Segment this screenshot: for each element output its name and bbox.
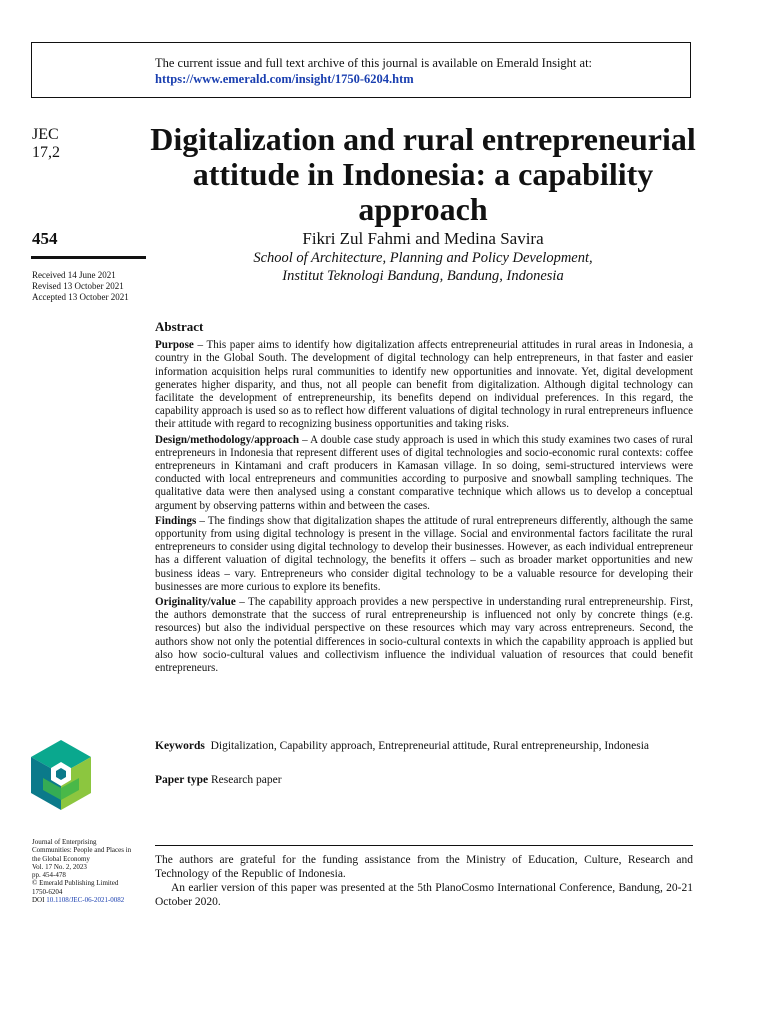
conference-note: An earlier version of this paper was presented at the 5th PlanoCosmo International Conference, Bandung, 20-21 October 2020. — [155, 882, 693, 908]
doi-label: DOI — [32, 896, 45, 905]
journal-abbr: JEC — [32, 126, 59, 143]
affiliation-line: School of Architecture, Planning and Policy Development, — [253, 250, 593, 266]
affiliation-line: Institut Teknologi Bandung, Bandung, Indonesia — [282, 268, 564, 284]
page-number-rule — [31, 256, 146, 259]
journal-code — [32, 126, 60, 162]
accepted-date: Accepted 13 October 2021 — [32, 292, 129, 302]
article-authors: Fikri Zul Fahmi and Medina Savira — [302, 229, 544, 248]
revised-date: Revised 13 October 2021 — [32, 281, 124, 291]
journal-info — [32, 838, 150, 904]
journal-info-line: the Global Economy — [32, 854, 90, 863]
section-label: Originality/value — [155, 596, 236, 609]
paper-type-label: Paper type — [155, 774, 209, 786]
article-dates — [32, 270, 129, 303]
availability-line: The current issue and full text archive of this journal is available on Emerald Insight at: — [155, 56, 593, 70]
abstract — [155, 320, 693, 677]
author-affiliation — [150, 249, 696, 285]
journal-info-line: © Emerald Publishing Limited — [32, 879, 119, 888]
footnote-rule — [155, 845, 693, 846]
emerald-logo-icon — [29, 740, 93, 810]
keywords — [155, 739, 693, 753]
abstract-purpose — [155, 339, 693, 431]
received-date: Received 14 June 2021 — [32, 270, 116, 280]
section-text: – This paper aims to identify how digitalization affects entrepreneurial attitudes in rural areas in Indonesia, a country in the Global South. The development of digital technology can help entrepreneurs, in that faster and easier information acquisition helps rural communities to identify new opportunities and innovate. Yet, digital development generates higher disparity, and thus, not all people can benefit from digitalization. Although digital technology can facilitate the development of entrepreneurship, its benefits depend on individual preferences. In this regard, the capability approach is used so as to reflect how different valuations of digital technology in rural entrepreneurs influence their attitude with regard to recognizing business opportunities and taking risks. — [155, 339, 693, 431]
section-text: – The findings show that digitalization shapes the attitude of rural entrepreneurs differently, although the same opportunity from using digital technology is present in the village. Social and environmental factors facilitate the rural entrepreneurs to consider using digital technology to develop their businesses. However, as each individual entrepreneur has a different valuation of digital technology, the benefits it offers – such as broader market opportunities and new business ideas – vary. Entrepreneurs who consider digital technology to be a valuable resource for developing their businesses are more curious to explore its benefits. — [155, 514, 693, 593]
volume-issue: 17,2 — [32, 144, 60, 161]
journal-info-line: pp. 454-478 — [32, 871, 66, 880]
page-number: 454 — [32, 229, 58, 248]
section-text: – A double case study approach is used in which this study examines two cases of rural entrepreneurs in Indonesia that represent different uses of digital technologies and socio-economic rural contexts: coffee entrepreneurs in Kintamani and craft producers in Kamasan village. In so doing, semi-structured interviews were conducted with local entrepreneurs and communities according to purposive and snowball sampling techniques. The qualitative data were then analysed using a constant comparative technique which allows us to develop a conceptual argument by observing patterns within and between the cases. — [155, 433, 693, 512]
footnote — [155, 853, 693, 909]
abstract-design — [155, 434, 693, 513]
journal-info-line: Communities: People and Places in — [32, 846, 132, 855]
paper-type-text: Research paper — [211, 774, 282, 786]
section-label: Findings — [155, 514, 197, 527]
paper-type — [155, 774, 693, 786]
abstract-originality — [155, 596, 693, 675]
journal-availability-text — [155, 55, 592, 87]
acknowledgement: The authors are grateful for the funding assistance from the Ministry of Education, Culture, Research and Technology of the Republic of Indonesia. — [155, 854, 693, 880]
doi-line — [32, 896, 150, 904]
doi-link[interactable]: 10.1108/JEC-06-2021-0082 — [46, 896, 125, 905]
journal-link[interactable]: https://www.emerald.com/insight/1750-6204.htm — [155, 72, 414, 86]
keywords-text: Digitalization, Capability approach, Entrepreneurial attitude, Rural entrepreneurship, Indonesia — [210, 740, 650, 752]
keywords-label: Keywords — [155, 740, 205, 752]
section-label: Design/methodology/approach — [155, 433, 300, 446]
section-text: – The capability approach provides a new perspective in understanding rural entrepreneurship. First, the authors demonstrate that the success of rural entrepreneurship is influenced not only by concrete things (e.g. resources) but also the individual perspective on these resources which may vary across entrepreneurs. Second, the authors show not only the potential differences in socio-cultural contexts in which the capability approach is applied but also how socio-cultural values and collectivism influence the individual valuation of resources that could benefit entrepreneurs. — [155, 596, 693, 675]
abstract-heading: Abstract — [155, 319, 204, 334]
article-title: Digitalization and rural entrepreneurial attitude in Indonesia: a capability approach — [150, 121, 696, 227]
section-label: Purpose — [155, 339, 194, 352]
journal-info-line: Vol. 17 No. 2, 2023 — [32, 862, 87, 871]
abstract-findings — [155, 515, 693, 594]
journal-info-line: 1750-6204 — [32, 887, 63, 896]
journal-info-line: Journal of Enterprising — [32, 838, 97, 846]
